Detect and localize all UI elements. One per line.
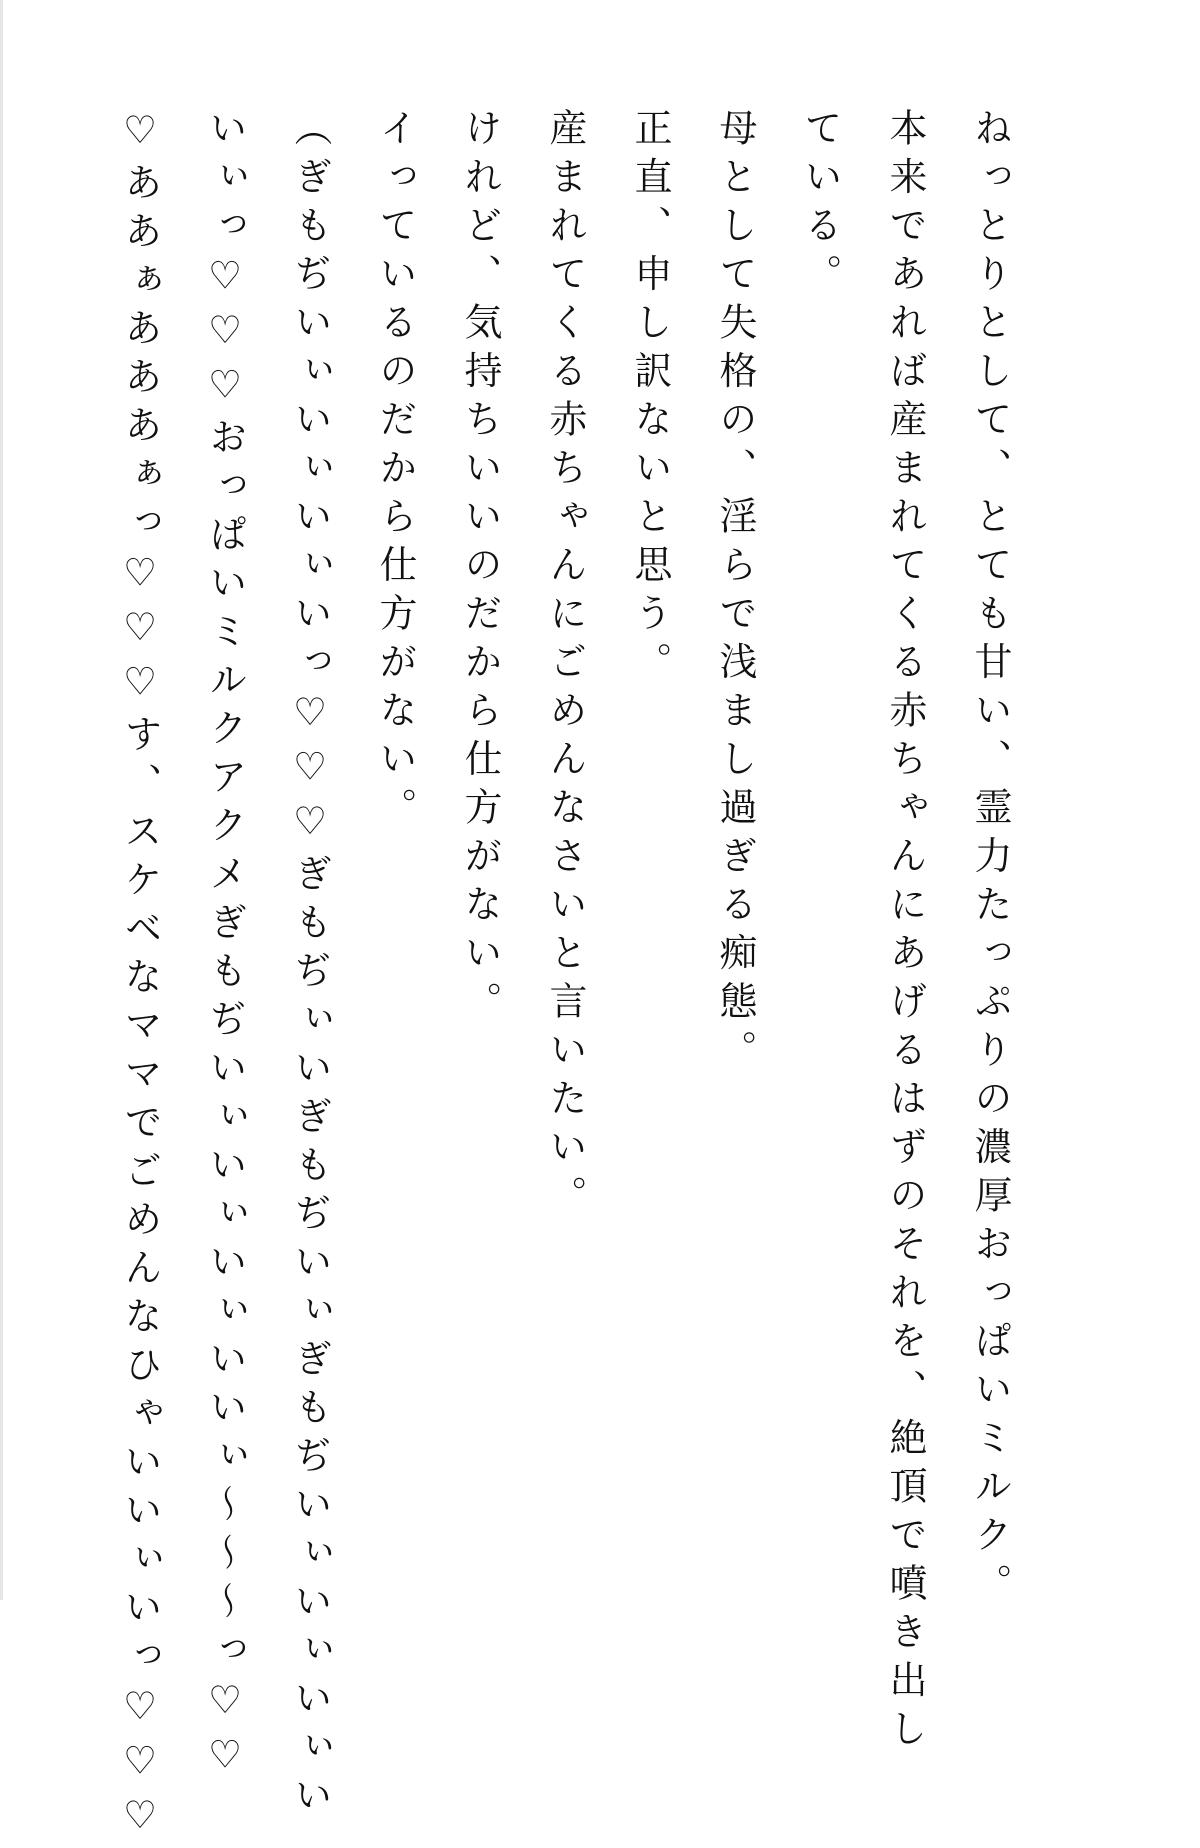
text-line-1: ねっとりとして、とても甘い、霊力たっぷりの濃厚おっぱいミルク。 <box>968 108 1012 1612</box>
vertical-text-body <box>97 108 1032 1848</box>
text-line-3: ている。 <box>798 108 842 302</box>
text-line-10: いぃっ♡♡♡おっぱいミルクアクメぎもぢいぃいぃいぃいいぃ〜〜〜っ♡♡ <box>203 108 247 1787</box>
text-line-7: けれど、気持ちいいのだから仕方がない。 <box>458 108 502 1030</box>
text-line-8: イっているのだから仕方がない。 <box>373 108 417 836</box>
text-line-4: 母として失格の、淫らで浅まし過ぎる痴態。 <box>713 108 757 1078</box>
text-line-5: 正直、申し訳ないと思う。 <box>628 108 672 690</box>
text-line-9: （ぎもぢいぃいぃいぃいっ♡♡♡ぎもぢぃいぎもぢいぃぎもぢいぃいぃいぃい <box>288 108 332 1824</box>
text-line-6: 産まれてくる赤ちゃんにごめんなさいと言いたい。 <box>543 108 587 1224</box>
page-edge <box>0 0 3 1600</box>
text-line-11: ♡ああぁあああぁっ♡♡♡す、スケベなママでごめんなひゃいいぃいっ♡♡♡ <box>118 108 162 1848</box>
text-line-2: 本来であれば産まれてくる赤ちゃんにあげるはずのそれを、絶頂で噴き出し <box>883 108 927 1757</box>
